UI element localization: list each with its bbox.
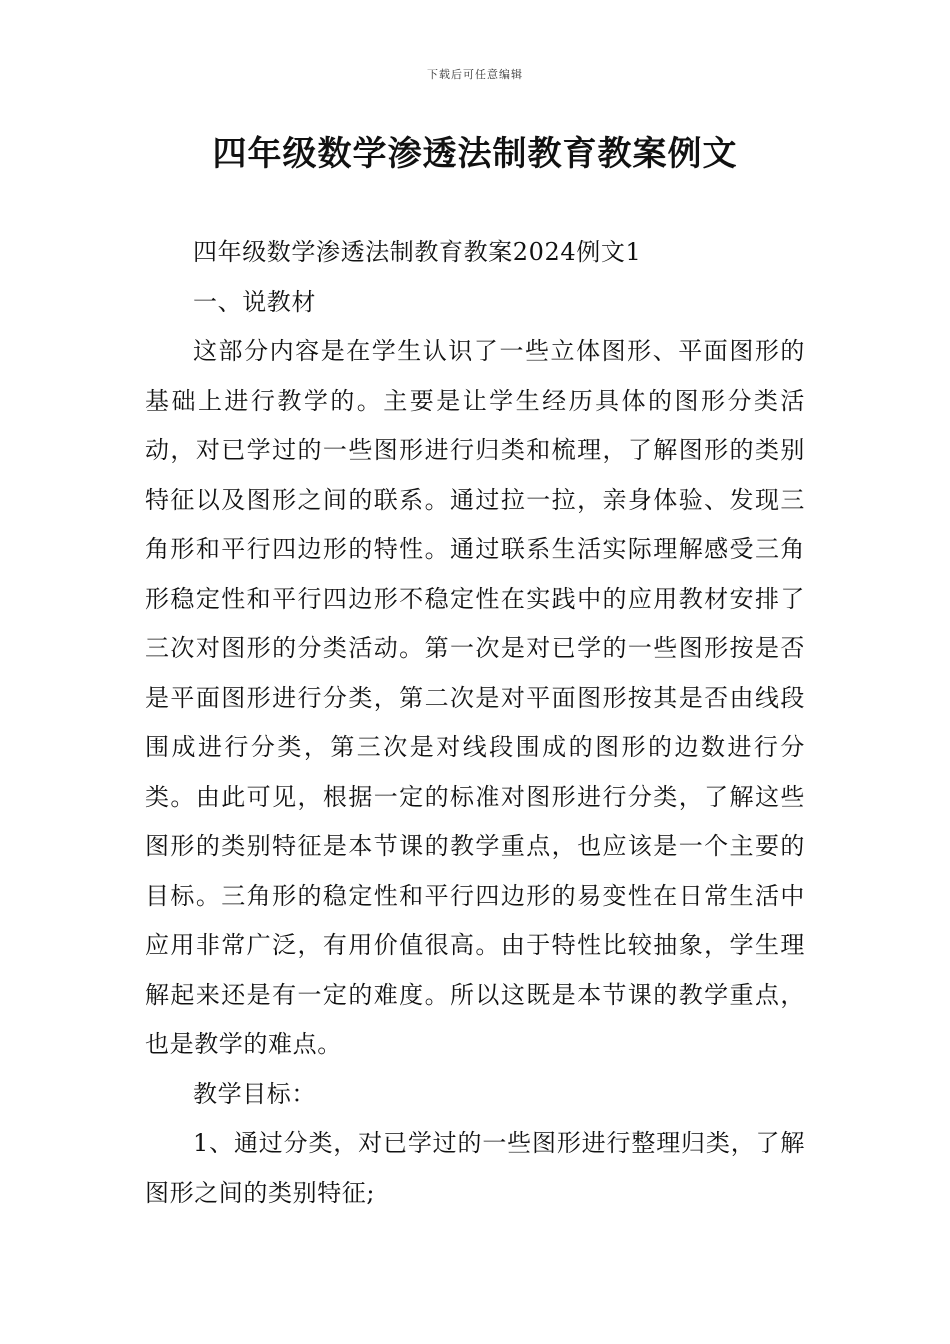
paragraph-body: 这部分内容是在学生认识了一些立体图形、平面图形的基础上进行教学的。主要是让学生经历具体的图形分类活动，对已学过的一些图形进行归类和梳理，了解图形的类别特征以及图形之间的联系。通过拉一拉，亲身体验、发现三角形和平行四边形的特性。通过联系生活实际理解感受三角形稳定性和平行四边形不稳定性在实践中的应用教材安排了三次对图形的分类活动。第一次是对已学的一些图形按是否是平面图形进行分类，第二次是对平面图形按其是否由线段围成进行分类，第三次是对线段围成的图形的边数进行分类。由此可见，根据一定的标准对图形进行分类，了解这些图形的类别特征是本节课的教学重点，也应该是一个主要的目标。三角形的稳定性和平行四边形的易变性在日常生活中应用非常广泛，有用价值很高。由于特性比较抽象，学生理解起来还是有一定的难度。所以这既是本节课的教学重点，也是教学的难点。 bbox=[145, 337, 805, 1058]
paragraph-subtitle: 四年级数学渗透法制教育教案2024例文1 bbox=[193, 238, 642, 266]
paragraph-objective-1: 1、通过分类，对已学过的一些图形进行整理归类，了解图形之间的类别特征; bbox=[145, 1129, 805, 1207]
document-body bbox=[145, 228, 805, 1218]
document-title: 四年级数学渗透法制教育教案例文 bbox=[212, 134, 738, 174]
paragraph-objectives-heading: 教学目标： bbox=[193, 1079, 316, 1108]
header-note: 下载后可任意编辑 bbox=[427, 68, 523, 81]
paragraph-section-heading: 一、说教材 bbox=[193, 287, 316, 316]
